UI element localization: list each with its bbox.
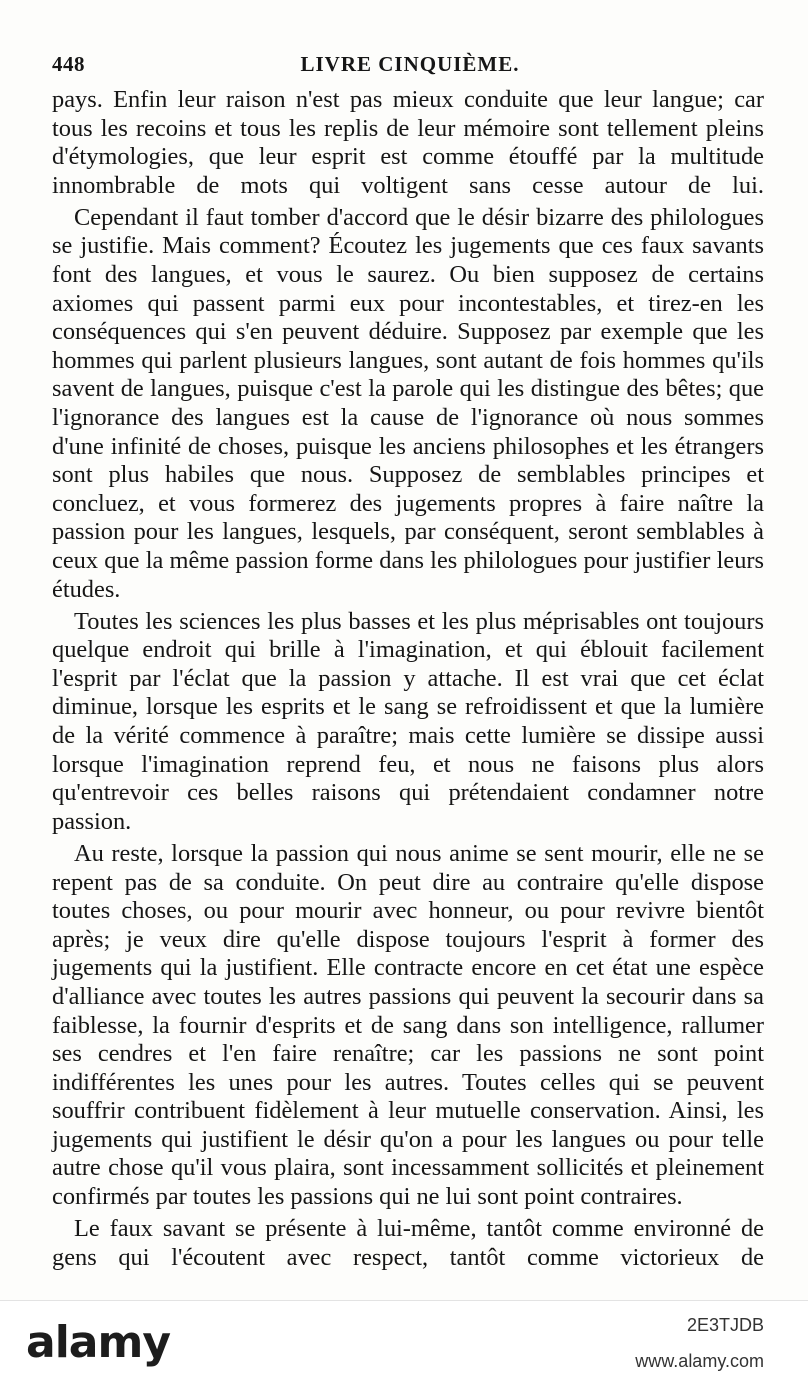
watermark-footer (0, 1300, 808, 1391)
image-id: 2E3TJDB (686, 1315, 764, 1335)
paragraph-4: Au reste, lorsque la passion qui nous anime se sent mourir, elle ne se repent pas de sa conduite. On peut dire au contraire qu'elle dispose toutes choses, ou pour mourir avec honneur, ou pour revivre bientôt après; je veux dire qu'elle dispose toujours l'esprit à former des jugements qui la justifient. Elle contracte encore en cet état une espèce d'alliance avec toutes les autres passions qui peuvent la secourir dans sa faiblesse, la fournir d'esprits et de sang dans son intelligence, rallumer ses cendres et l'en faire renaître; car les passions ne sont point indifférentes les unes pour les autres. Toutes celles qui se peuvent souffrir contribuent fidèlement à leur mutuelle conservation. Ainsi, les jugements qui justifient le désir qu'on a pour les langues ou pour telle autre chose qu'il vous plaira, sont incessamment sollicités et pleinement confirmés par toutes les passions qui ne lui sont point contraires. (52, 839, 764, 1211)
alamy-logo: alamy (26, 1317, 170, 1368)
paragraph-1: pays. Enfin leur raison n'est pas mieux conduite que leur langue; car tous les recoins et tous les replis de leur mémoire sont tellement pleins d'étymologies, que leur esprit est comme étouffé par la multitude innombrable de mots qui voltigent sans cesse autour de lui. (52, 86, 764, 199)
paragraph-2: Cependant il faut tomber d'accord que le désir bizarre des philologues se justifie. Mais comment? Écoutez les jugements que ces faux savants font des langues, et vous le saurez. Ou bien supposez de certains axiomes qui passent parmi eux pour incontestables, et tirez-en les conséquences qui s'en peuvent déduire. Supposez par exemple que les hommes qui parlent plusieurs langues, sont autant de fois hommes qu'ils savent de langues, puisque c'est la parole qui les distingue des bêtes; que l'ignorance des langues est la cause de l'ignorance où nous sommes d'une infinité de choses, puisque les anciens philosophes et les étrangers sont plus habiles que nous. Supposez de semblables principes et concluez, et vous formerez des jugements propres à faire naître la passion pour les langues, lesquels, par conséquent, seront semblables à ceux que la même passion forme dans les philologues pour justifier leurs études. (52, 203, 764, 603)
running-head: LIVRE CINQUIÈME. (300, 52, 520, 76)
page-number: 448 (52, 52, 85, 76)
page-header (52, 52, 768, 82)
site-url: www.alamy.com (635, 1351, 764, 1371)
paragraph-3: Toutes les sciences les plus basses et les plus méprisables ont toujours quelque endroit qui brille à l'imagination, et qui éblouit facilement l'esprit par l'éclat que la passion y attache. Il est vrai que cet éclat diminue, lorsque les esprits et le sang se refroidissent et que la lumière de la vérité commence à paraître; mais cette lumière se dissipe aussi lorsque l'imagination reprend feu, et nous ne faisons plus alors qu'entrevoir ces belles raisons qui prétendaient condamner notre passion. (52, 607, 764, 835)
paragraph-5: Le faux savant se présente à lui-même, tantôt comme environné de gens qui l'écoutent avec respect, tantôt comme victorieux de (52, 1215, 764, 1271)
body-text (52, 86, 764, 1272)
